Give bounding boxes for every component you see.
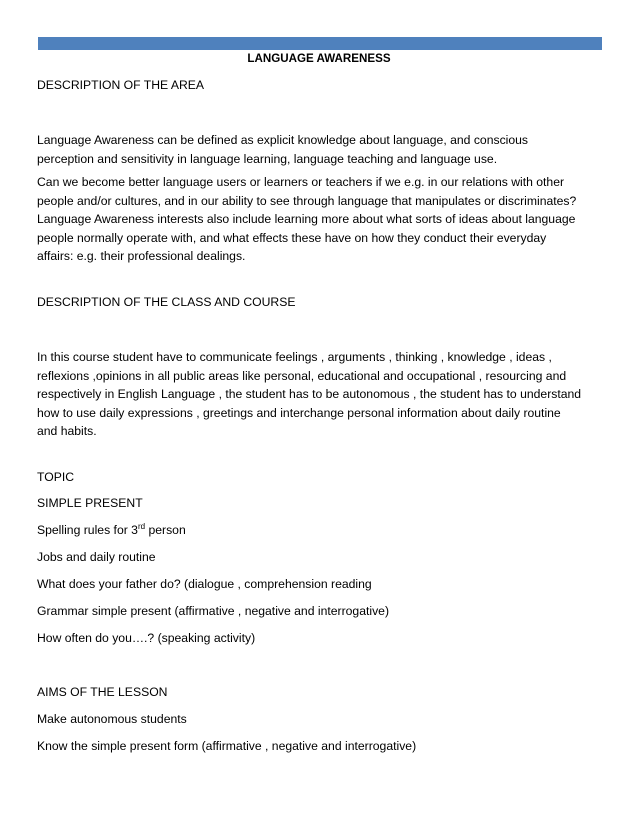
paragraph-interests <box>37 173 607 266</box>
topic-item-spelling-rules <box>37 521 607 540</box>
paragraph-line: affairs: e.g. their professional dealings. <box>37 249 246 264</box>
paragraph-line: Language Awareness interests also include learning more about what sorts of ideas about language <box>37 212 576 227</box>
paragraph-definition <box>37 131 607 168</box>
paragraph-line: Language Awareness can be defined as explicit knowledge about language, and conscious <box>37 133 529 147</box>
ordinal-superscript: rd <box>137 521 146 531</box>
section-heading-topic: TOPIC <box>37 470 75 484</box>
paragraph-line: how to use daily expressions , greetings and interchange personal information about daily routine <box>37 405 561 420</box>
paragraph-line: Can we become better language users or learners or teachers if we e.g. in our relations with other <box>37 175 565 189</box>
paragraph-line: and habits. <box>37 424 97 439</box>
topic-item-simple-present: SIMPLE PRESENT <box>37 496 143 510</box>
paragraph-line: reflexions ,opinions in all public areas like personal, educational and occupational , resourcing and <box>37 368 567 383</box>
paragraph-course <box>37 348 607 441</box>
section-heading-class-course: DESCRIPTION OF THE CLASS AND COURSE <box>37 295 296 309</box>
paragraph-line: people and/or cultures, and in our ability to see through language that manipulates or discriminates? <box>37 193 577 208</box>
aim-item: Make autonomous students <box>37 712 187 726</box>
header-color-bar <box>38 37 602 50</box>
topic-item-how-often: How often do you….? (speaking activity) <box>37 631 256 645</box>
spelling-text: Spelling rules for 3 <box>37 523 138 537</box>
topic-item-father-dialogue: What does your father do? (dialogue , comprehension reading <box>37 577 372 591</box>
topic-item-grammar: Grammar simple present (affirmative , negative and interrogative) <box>37 604 390 618</box>
paragraph-line: In this course student have to communicate feelings , arguments , thinking , knowledge , ideas , <box>37 350 552 364</box>
section-heading-aims: AIMS OF THE LESSON <box>37 685 168 699</box>
document-title-text: LANGUAGE AWARENESS <box>247 52 391 65</box>
document-title <box>0 52 638 65</box>
paragraph-line: people normally operate with, and what effects these have on how they conduct their everyday <box>37 230 547 245</box>
paragraph-line: respectively in English Language , the student has to be autonomous , the student has to understand <box>37 387 582 402</box>
spelling-text-suffix: person <box>145 523 186 537</box>
section-heading-area: DESCRIPTION OF THE AREA <box>37 78 205 92</box>
topic-item-jobs: Jobs and daily routine <box>37 550 156 564</box>
paragraph-line: perception and sensitivity in language learning, language teaching and language use. <box>37 151 498 166</box>
aim-item: Know the simple present form (affirmative , negative and interrogative) <box>37 739 417 753</box>
